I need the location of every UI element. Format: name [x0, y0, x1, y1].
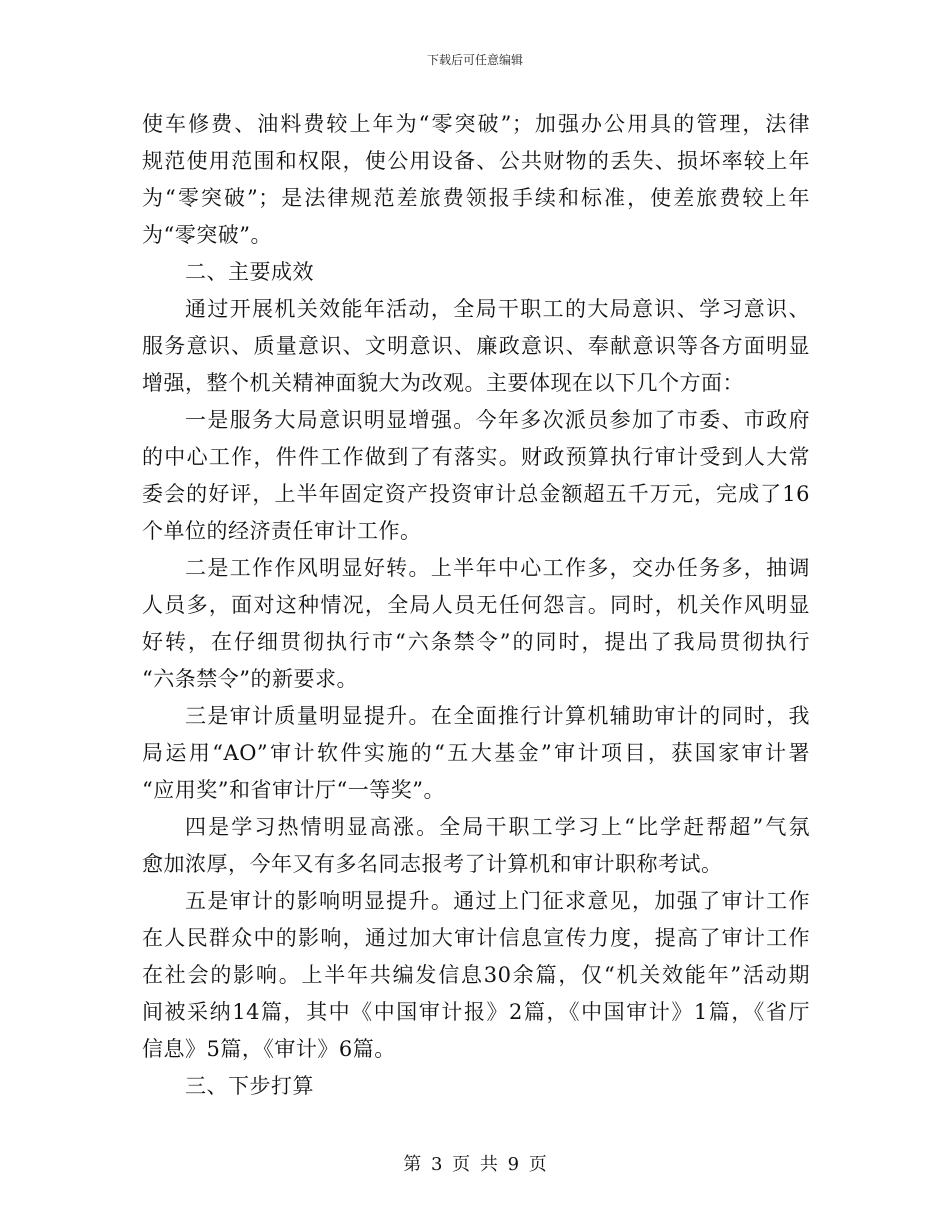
- text-line: 愈加浓厚，今年又有多名同志报考了计算机和审计职称考试。: [142, 852, 723, 876]
- text-line: 四是学习热情明显高涨。全局干职工学习上“比学赶帮超”气氛: [185, 815, 810, 839]
- text-line: 间被采纳14篇，其中《中国审计报》2篇，《中国审计》1篇，《省厅: [142, 1000, 810, 1024]
- text-line: “六条禁令”的新要求。: [142, 667, 358, 691]
- text-line: 人员多，面对这种情况，全局人员无任何怨言。同时，机关作风明显: [142, 593, 810, 617]
- text-line: 五是审计的影响明显提升。通过上门征求意见，加强了审计工作: [185, 889, 810, 913]
- page-number: 第 3 页 共 9 页: [403, 1154, 547, 1175]
- text-line: 使车修费、油料费较上年为“零突破”；加强办公用具的管理，法律: [142, 112, 810, 136]
- section-heading: 三、下步打算: [185, 1074, 314, 1098]
- text-line: 委会的好评，上半年固定资产投资审计总金额超五千万元，完成了16: [142, 482, 810, 506]
- text-line: 好转，在仔细贯彻执行市“六条禁令”的同时，提出了我局贯彻执行: [142, 630, 810, 654]
- text-line: 规范使用范围和权限，使公用设备、公共财物的丢失、损坏率较上年: [142, 149, 810, 173]
- text-line: 在人民群众中的影响，通过加大审计信息宣传力度，提高了审计工作: [142, 926, 810, 950]
- text-line: 增强，整个机关精神面貌大为改观。主要体现在以下几个方面：: [142, 371, 744, 395]
- document-body: [142, 106, 810, 1105]
- text-line: 信息》5篇，《审计》6篇。: [142, 1037, 396, 1061]
- text-line: 在社会的影响。上半年共编发信息30余篇，仅“机关效能年”活动期: [142, 963, 810, 987]
- text-line: 服务意识、质量意识、文明意识、廉政意识、奉献意识等各方面明显: [142, 334, 810, 358]
- text-line: 为“零突破”。: [142, 223, 272, 247]
- text-line: 为“零突破”；是法律规范差旅费领报手续和标准，使差旅费较上年: [142, 186, 810, 210]
- section-heading: 二、主要成效: [185, 260, 314, 284]
- text-line: 通过开展机关效能年活动，全局干职工的大局意识、学习意识、: [185, 297, 810, 321]
- text-line: 个单位的经济责任审计工作。: [142, 519, 422, 543]
- text-line: 三是审计质量明显提升。在全面推行计算机辅助审计的同时，我: [185, 704, 810, 728]
- page-header: 下载后可任意编辑: [426, 53, 523, 67]
- text-line: 的中心工作，件件工作做到了有落实。财政预算执行审计受到人大常: [142, 445, 810, 469]
- text-line: “应用奖”和省审计厅“一等奖”。: [142, 778, 445, 802]
- text-line: 一是服务大局意识明显增强。今年多次派员参加了市委、市政府: [185, 408, 810, 432]
- text-line: 二是工作作风明显好转。上半年中心工作多，交办任务多，抽调: [185, 556, 810, 580]
- text-line: 局运用“AO”审计软件实施的“五大基金”审计项目，获国家审计署: [142, 741, 810, 765]
